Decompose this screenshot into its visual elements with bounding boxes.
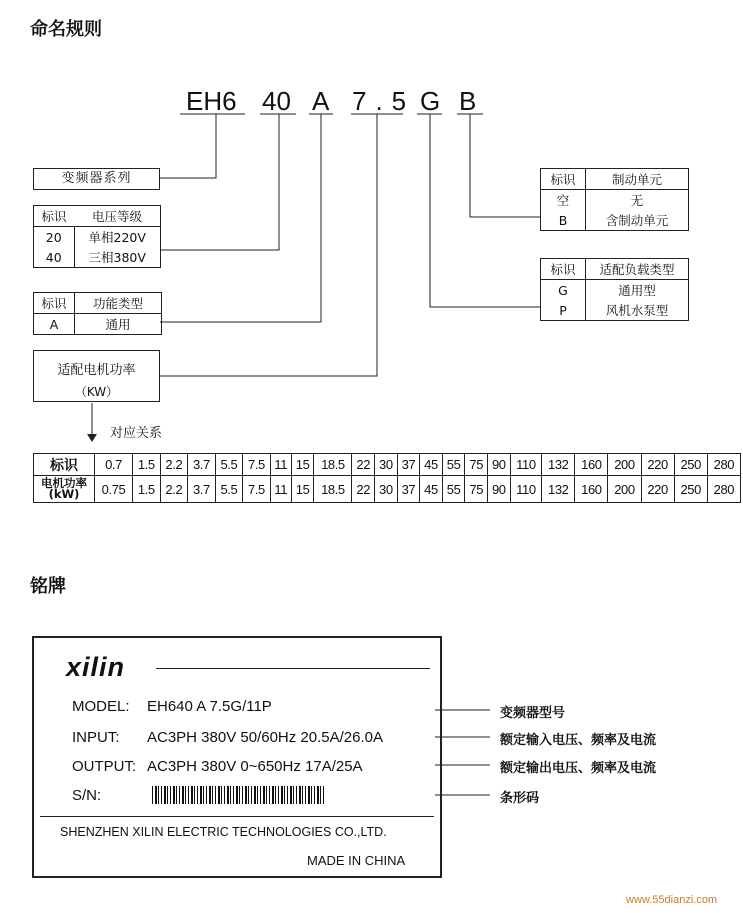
company-name: SHENZHEN XILIN ELECTRIC TECHNOLOGIES CO.,LTD. [60,825,387,839]
mapping-row-codes [34,454,741,476]
mapping-code-cell: 55 [442,454,465,476]
mapping-power-cell: 132 [542,476,575,503]
barcode [152,786,324,804]
mapping-power-cell: 18.5 [314,476,352,503]
function-row-id: A [34,314,75,335]
brake-row-unit: 含制动单元 [586,210,689,231]
mapping-powers-header [34,476,95,503]
function-header-type: 功能类型 [75,293,162,314]
mapping-power-cell: 200 [608,476,641,503]
mapping-code-cell: 250 [674,454,707,476]
mapping-power-cell: 55 [442,476,465,503]
load-header-id: 标识 [541,259,586,280]
mapping-code-cell: 90 [488,454,511,476]
naming-rules-title: 命名规则 [30,19,102,40]
mapping-code-cell: 22 [352,454,375,476]
function-table [33,292,162,335]
voltage-header-level: 电压等级 [74,206,161,227]
mapping-power-cell: 7.5 [243,476,271,503]
voltage-header-id: 标识 [34,206,75,227]
mapping-code-cell: 2.2 [160,454,188,476]
mapping-code-cell: 30 [375,454,398,476]
annotation-output: 额定输出电压、频率及电流 [500,761,657,776]
mapping-code-cell: 132 [542,454,575,476]
mapping-power-cell: 22 [352,476,375,503]
brake-header-unit: 制动单元 [586,169,689,190]
brake-row-id: 空 [541,190,586,211]
mapping-code-cell: 160 [575,454,608,476]
mapping-power-cell: 160 [575,476,608,503]
mapping-power-cell: 90 [488,476,511,503]
output-label: OUTPUT: [72,758,137,775]
mapping-power-cell: 110 [510,476,542,503]
voltage-row-level: 单相220V [74,227,161,248]
xilin-logo: xilin [66,652,126,682]
mapping-codes-header: 标识 [34,454,95,476]
mapping-power-cell: 45 [420,476,443,503]
mapping-code-cell: 37 [397,454,420,476]
voltage-row-id: 40 [34,247,75,268]
power-box-unit: （KW） [74,385,119,399]
power-box [33,350,160,402]
mapping-powers-header-unit: (kW) [48,487,80,501]
mapping-power-cell: 1.5 [133,476,161,503]
made-in-china: MADE IN CHINA [307,853,406,868]
plate-divider [40,816,434,817]
mapping-code-cell: 15 [291,454,314,476]
voltage-row-id: 20 [34,227,75,248]
mapping-code-cell: 7.5 [243,454,271,476]
mapping-code-cell: 0.7 [95,454,133,476]
load-row-type: 通用型 [586,280,689,301]
mapping-power-cell: 11 [270,476,291,503]
sn-label: S/N: [72,787,102,804]
power-box-title: 适配电机功率 [57,363,136,378]
mapping-power-cell: 5.5 [215,476,243,503]
mapping-code-cell: 200 [608,454,641,476]
voltage-table [33,205,161,268]
annotation-barcode: 条形码 [500,791,540,806]
mapping-power-cell: 75 [465,476,488,503]
mapping-power-cell: 2.2 [160,476,188,503]
mapping-powers-header-title: 电机功率 [41,476,87,490]
nameplate [32,636,442,878]
code-power: 7.5 [352,86,416,116]
brake-table [540,168,689,231]
input-label: INPUT: [72,729,120,746]
brake-row-id: B [541,210,586,231]
watermark: www.55dianzi.com [626,894,718,906]
mapping-power-cell: 280 [707,476,740,503]
brake-header-id: 标识 [541,169,586,190]
model-value: EH640 A 7.5G/11P [147,698,272,715]
output-value: AC3PH 380V 0~650Hz 17A/25A [147,758,363,775]
load-row-type: 风机水泵型 [586,300,689,321]
mapping-code-cell: 1.5 [133,454,161,476]
code-voltage: 40 [262,86,291,116]
brake-row-unit: 无 [586,190,689,211]
input-value: AC3PH 380V 50/60Hz 20.5A/26.0A [147,729,383,746]
mapping-code-cell: 75 [465,454,488,476]
mapping-code-cell: 45 [420,454,443,476]
series-label: 变频器系列 [61,171,132,186]
load-row-id: G [541,280,586,301]
mapping-code-cell: 18.5 [314,454,352,476]
function-header-id: 标识 [34,293,75,314]
nameplate-title: 铭牌 [30,576,66,597]
mapping-code-cell: 280 [707,454,740,476]
load-table [540,258,689,321]
mapping-power-cell: 37 [397,476,420,503]
code-brake: B [459,86,477,116]
code-load: G [420,86,441,116]
correspondence-label: 对应关系 [110,426,163,441]
load-header-type: 适配负载类型 [586,259,689,280]
mapping-code-cell: 11 [270,454,291,476]
mapping-row-powers [34,476,741,503]
mapping-power-cell: 0.75 [95,476,133,503]
mapping-power-cell: 3.7 [188,476,216,503]
code-function: A [312,86,330,116]
model-label: MODEL: [72,698,130,715]
mapping-table [33,453,741,503]
mapping-power-cell: 250 [674,476,707,503]
annotation-model: 变频器型号 [500,706,566,721]
mapping-code-cell: 220 [641,454,674,476]
voltage-row-level: 三相380V [74,247,161,268]
code-series: EH6 [186,86,237,116]
mapping-power-cell: 220 [641,476,674,503]
logo-rule [156,668,430,669]
mapping-power-cell: 15 [291,476,314,503]
load-row-id: P [541,300,586,321]
mapping-code-cell: 110 [510,454,542,476]
series-box [33,168,160,190]
mapping-code-cell: 3.7 [188,454,216,476]
annotation-input: 额定输入电压、频率及电流 [500,733,657,748]
mapping-code-cell: 5.5 [215,454,243,476]
function-row-type: 通用 [75,314,162,335]
mapping-power-cell: 30 [375,476,398,503]
